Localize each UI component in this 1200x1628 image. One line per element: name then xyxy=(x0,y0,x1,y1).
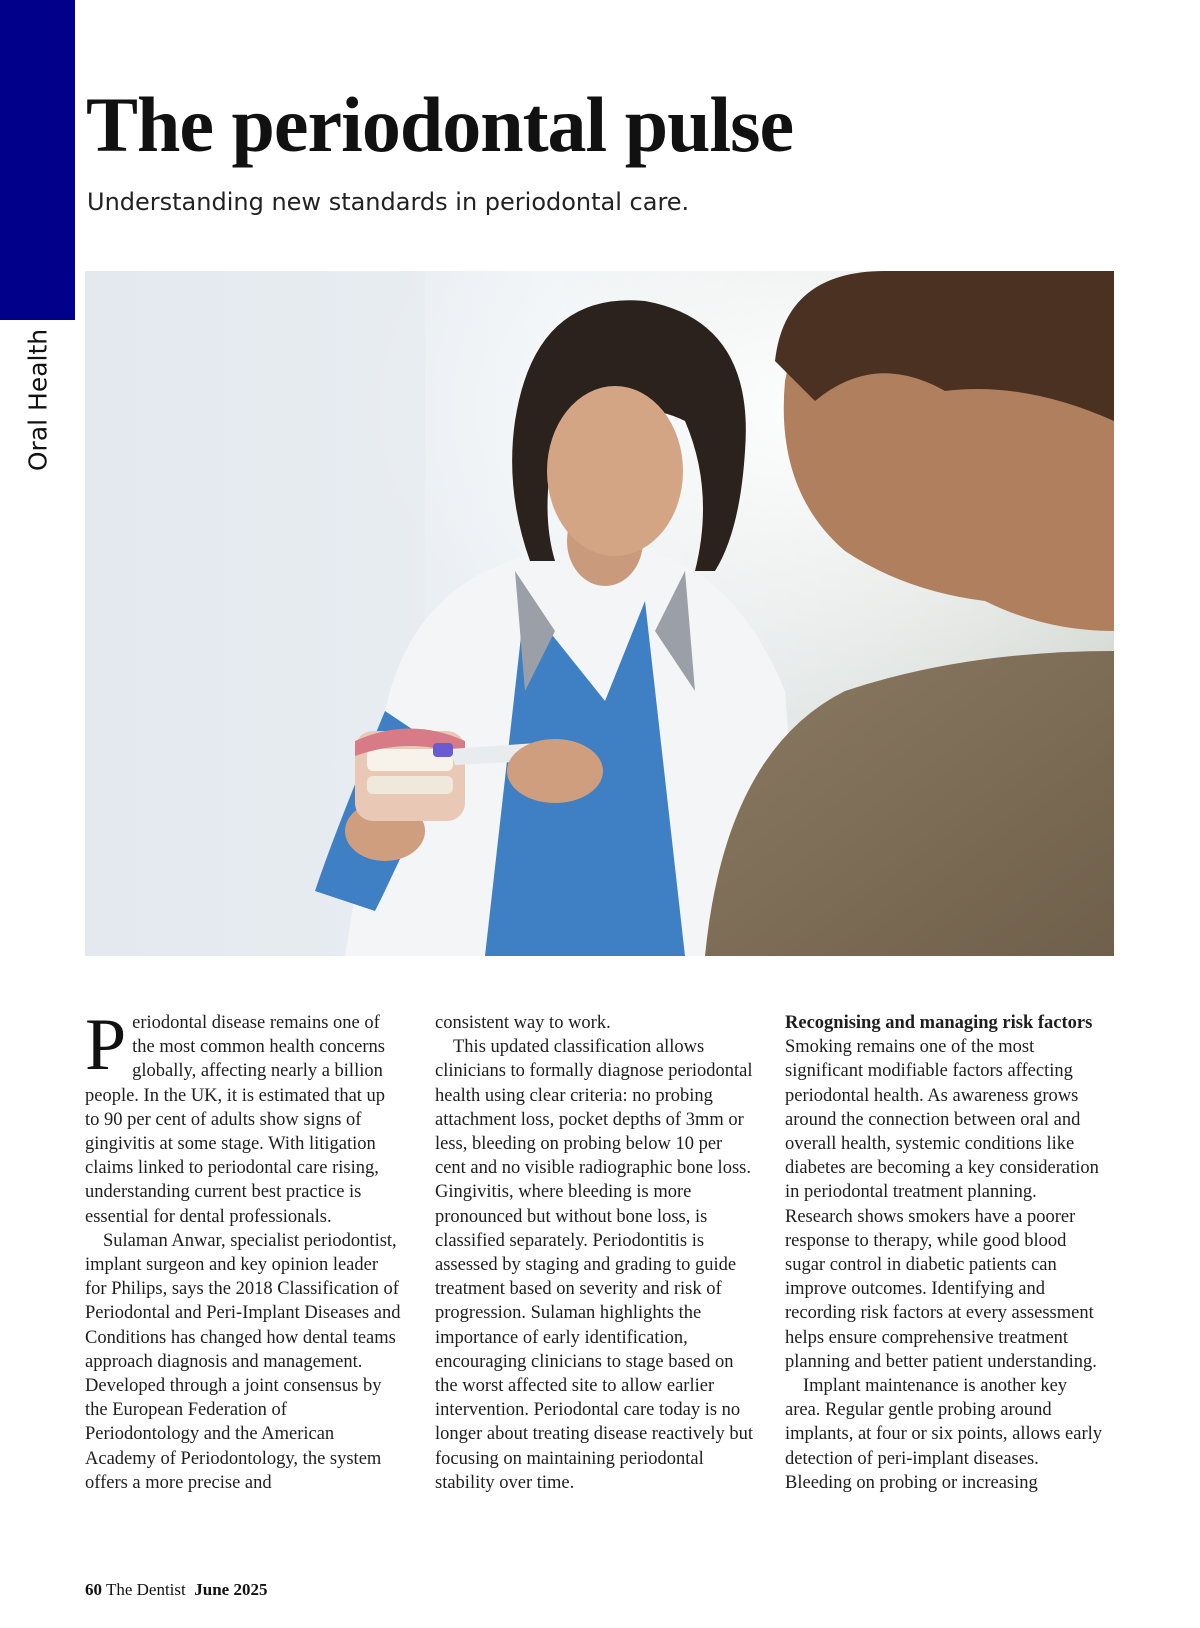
drop-cap: P xyxy=(85,1011,127,1086)
paragraph: Implant maintenance is another key area. Regular gentle probing around implants, at four or six points, allows early detection of peri-implant diseases. Bleeding on probing or increasing xyxy=(785,1376,1103,1493)
face xyxy=(547,386,683,556)
paragraph: Smoking remains one of the most significant modifiable factors affecting periodontal health. As awareness grows around the connection between oral and overall health, systemic conditions like diabetes are becoming a key consideration in periodontal treatment planning. Research shows smokers have a poorer response to therapy, while good blood sugar control in diabetic patients can improve outcomes. Identifying and recording risk factors at every assessment helps ensure comprehensive treatment planning and better patient understanding. xyxy=(785,1037,1099,1372)
issue-date: June 2025 xyxy=(194,1580,268,1599)
page-footer xyxy=(85,1580,267,1600)
column-3 xyxy=(785,1011,1103,1551)
paragraph: consistent way to work. xyxy=(435,1013,611,1033)
column-1 xyxy=(85,1011,403,1551)
column-2 xyxy=(435,1011,753,1551)
article-subtitle: Understanding new standards in periodontal care. xyxy=(87,188,690,216)
article-photo xyxy=(85,271,1114,956)
article-title: The periodontal pulse xyxy=(86,81,794,168)
paragraph-text: eriodontal disease remains one of the most common health concerns globally, affecting nearly a billion people. In the UK, it is estimated that up to 90 per cent of adults show signs of gingivitis at some stage. With litigation claims linked to periodontal care rising, understanding current best practice is essential for dental professionals. xyxy=(85,1013,386,1227)
publication-name: The Dentist xyxy=(105,1580,186,1599)
section-color-bar xyxy=(0,0,75,320)
article-body xyxy=(85,1011,1115,1551)
page-number: 60 xyxy=(85,1580,102,1599)
section-heading: Recognising and managing risk factors xyxy=(785,1013,1093,1033)
paragraph: This updated classification allows clinicians to formally diagnose periodontal health using clear criteria: no probing attachment loss, pocket depths of 3mm or less, bleeding on probing below 10 per cent and no visible radiographic bone loss. Gingivitis, where bleeding is more pronounced but without bone loss, is classified separately. Periodontitis is assessed by staging and grading to guide treatment based on severity and risk of progression. Sulaman highlights the importance of early identification, encouraging clinicians to stage based on the worst affected site to allow earlier intervention. Periodontal care today is no longer about treating disease reactively but focusing on maintaining periodontal stability over time. xyxy=(435,1037,753,1493)
paragraph: Sulaman Anwar, specialist periodontist, implant surgeon and key opinion leader for Philips, says the 2018 Classification of Periodontal and Peri-Implant Diseases and Conditions has changed how dental teams approach diagnosis and management. Developed through a joint consensus by the European Federation of Periodontology and the American Academy of Periodontology, the system offers a more precise and xyxy=(85,1230,401,1493)
paragraph xyxy=(85,1011,403,1229)
section-label: Oral Health xyxy=(23,328,53,472)
hand-right xyxy=(507,739,603,803)
